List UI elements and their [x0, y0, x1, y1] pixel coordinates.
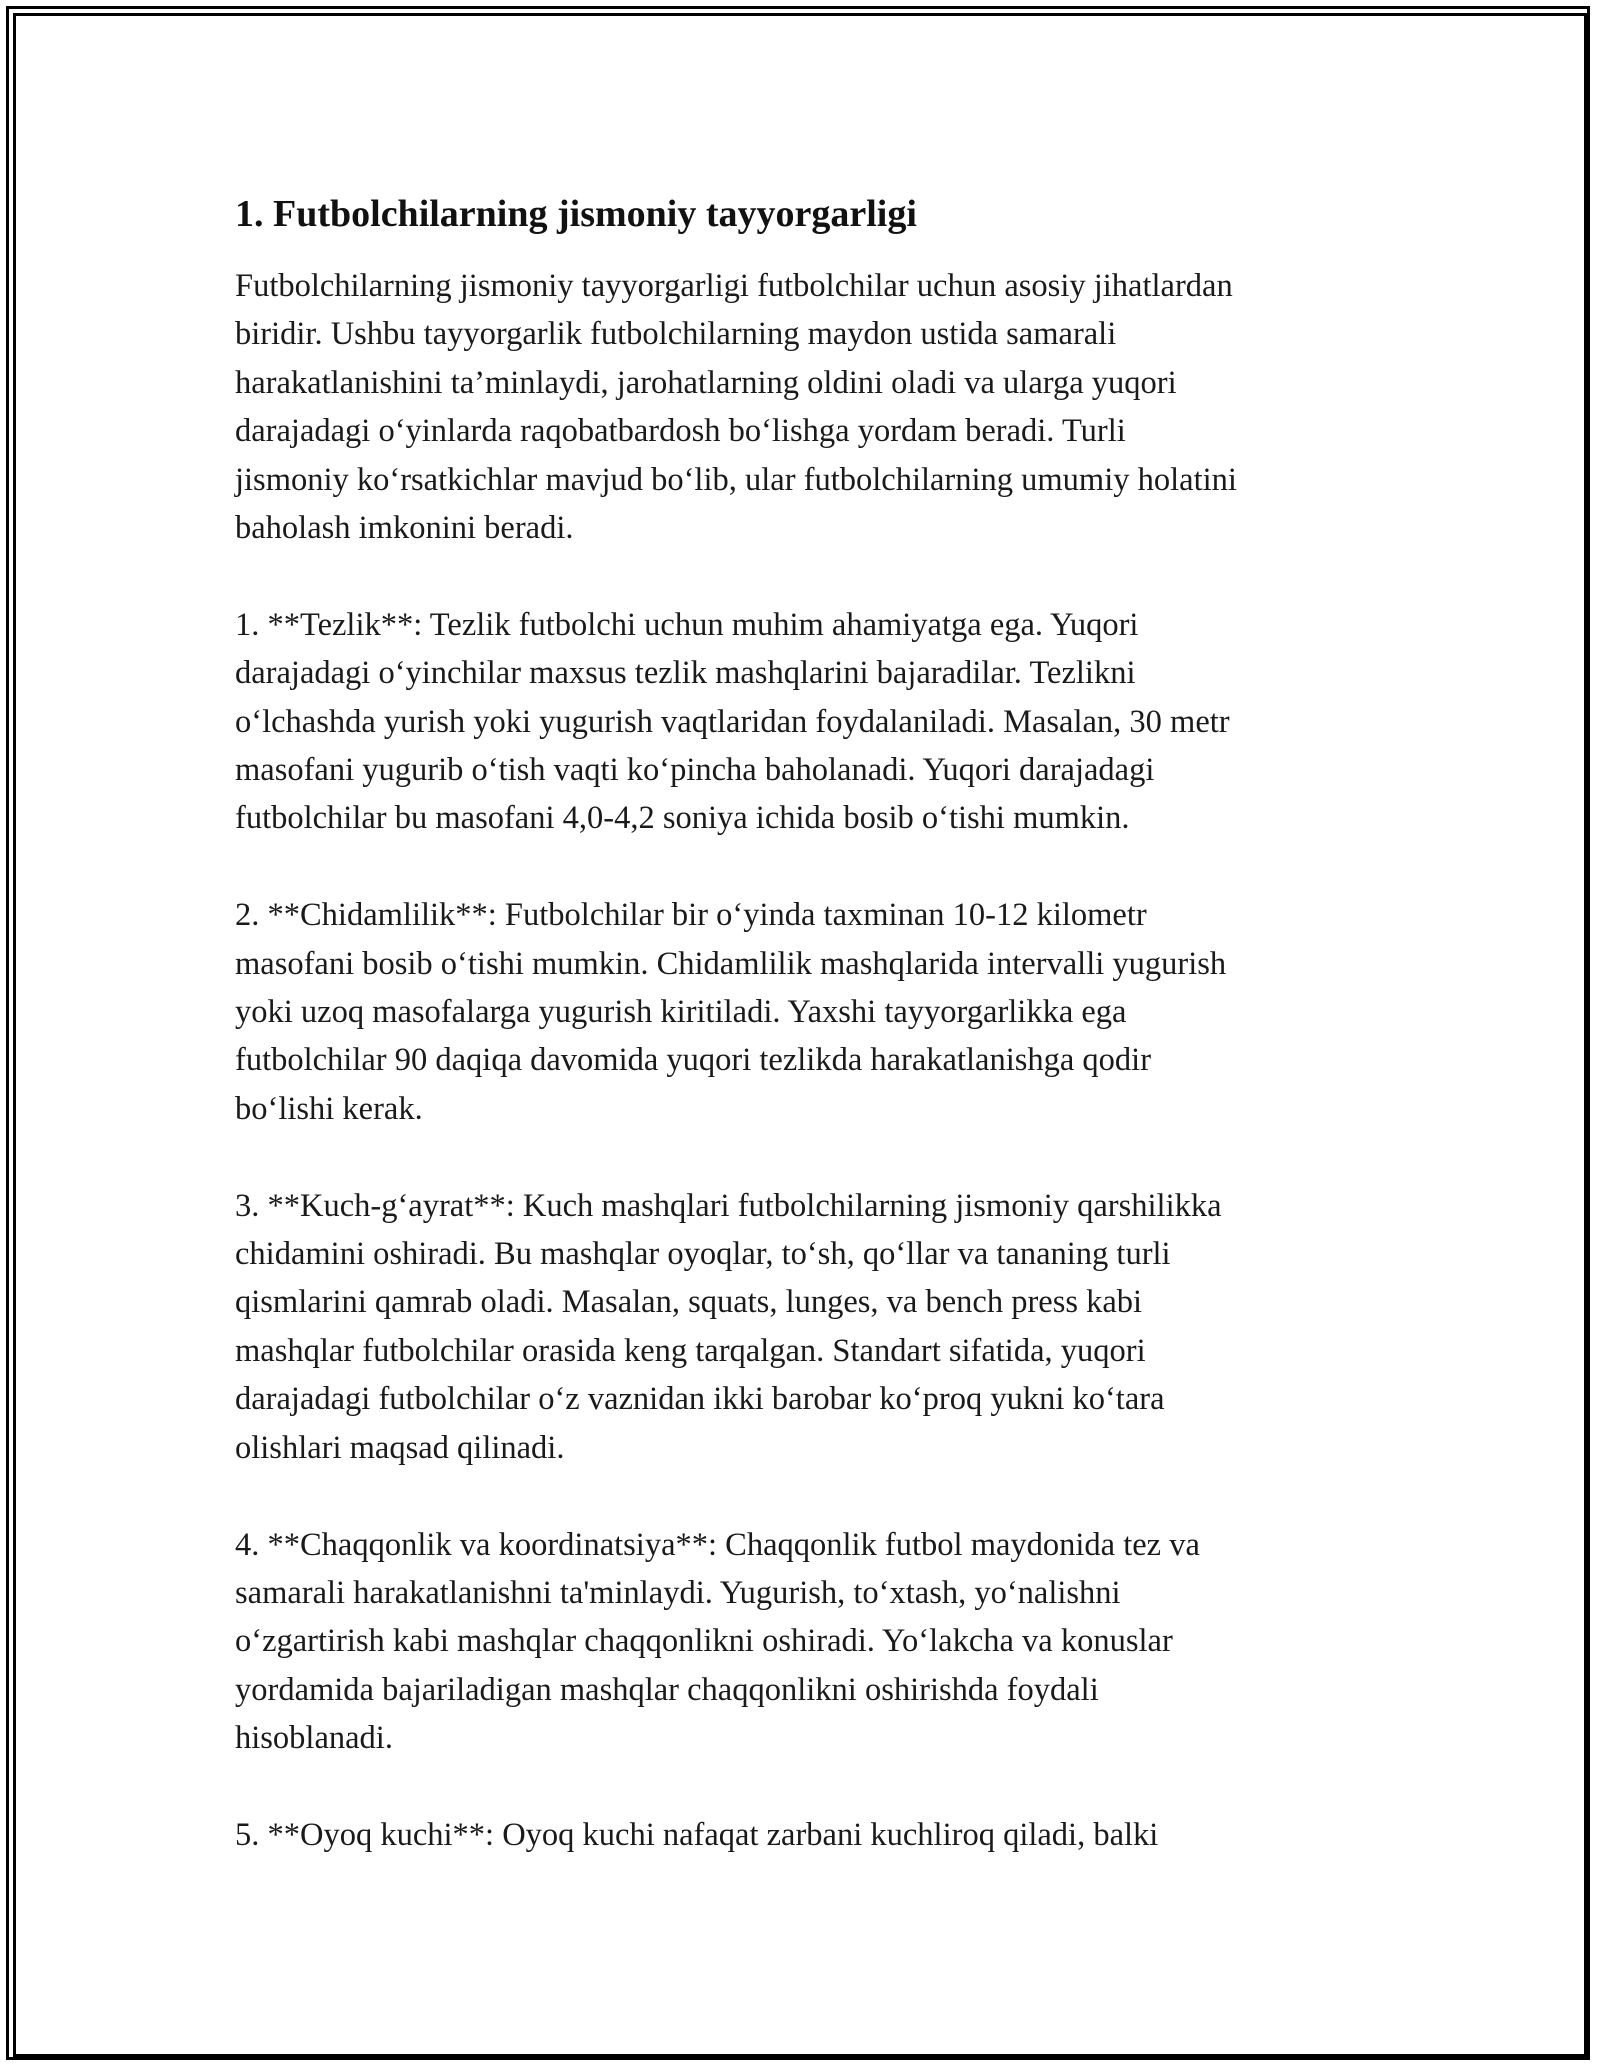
text-line: jismoniy ko‘rsatkichlar mavjud bo‘lib, ular futbolchilarning umumiy holatini — [235, 461, 1237, 498]
text-line: chidamini oshiradi. Bu mashqlar oyoqlar, to‘sh, qo‘llar va tananing turli — [235, 1236, 1171, 1273]
speed-paragraph — [235, 601, 1405, 843]
text-line: darajadagi o‘yinlarda raqobatbardosh bo‘lishga yordam beradi. Turli — [235, 413, 1126, 450]
text-line: darajadagi o‘yinchilar maxsus tezlik mashqlarini bajaradilar. Tezlikni — [235, 655, 1136, 692]
text-line: bo‘lishi kerak. — [235, 1090, 423, 1127]
text-line: samarali harakatlanishni ta'minlaydi. Yugurish, to‘xtash, yo‘nalishni — [235, 1574, 1121, 1611]
text-line: harakatlanishini ta’minlaydi, jarohatlarning oldini oladi va ularga yuqori — [235, 364, 1177, 401]
intro-paragraph — [235, 262, 1405, 552]
text-line: yoki uzoq masofalarga yugurish kiritiladi. Yaxshi tayyorgarlikka ega — [235, 994, 1127, 1031]
text-line: darajadagi futbolchilar o‘z vaznidan ikki barobar ko‘proq yukni ko‘tara — [235, 1381, 1165, 1418]
agility-paragraph — [235, 1521, 1405, 1763]
text-line: 3. **Kuch-g‘ayrat**: Kuch mashqlari futbolchilarning jismoniy qarshilikka — [235, 1187, 1222, 1224]
text-line: biridir. Ushbu tayyorgarlik futbolchilarning maydon ustida samarali — [235, 316, 1117, 353]
text-line: futbolchilar 90 daqiqa davomida yuqori tezlikda harakatlanishga qodir — [235, 1042, 1152, 1079]
text-line: futbolchilar bu masofani 4,0-4,2 soniya ichida bosib o‘tishi mumkin. — [235, 800, 1130, 837]
text-line: o‘zgartirish kabi mashqlar chaqqonlikni oshiradi. Yo‘lakcha va konuslar — [235, 1623, 1173, 1660]
text-line: 5. **Oyoq kuchi**: Oyoq kuchi nafaqat zarbani kuchliroq qiladi, balki — [235, 1816, 1159, 1853]
text-line: o‘lchashda yurish yoki yugurish vaqtlaridan foydalaniladi. Masalan, 30 metr — [235, 703, 1230, 740]
text-line: 2. **Chidamlilik**: Futbolchilar bir o‘yinda taxminan 10-12 kilometr — [235, 897, 1147, 934]
text-line: olishlari maqsad qilinadi. — [235, 1429, 565, 1466]
strength-paragraph — [235, 1182, 1405, 1472]
text-line: Futbolchilarning jismoniy tayyorgarligi futbolchilar uchun asosiy jihatlardan — [235, 268, 1233, 304]
text-line: masofani bosib o‘tishi mumkin. Chidamlilik mashqlarida intervalli yugurish — [235, 945, 1227, 982]
text-line: yordamida bajariladigan mashqlar chaqqonlikni oshirishda foydali — [235, 1671, 1099, 1708]
document-title: 1. Futbolchilarning jismoniy tayyorgarligi — [235, 193, 917, 235]
text-line: masofani yugurib o‘tish vaqti ko‘pincha baholanadi. Yuqori darajadagi — [235, 752, 1155, 789]
text-line: 1. **Tezlik**: Tezlik futbolchi uchun muhim ahamiyatga ega. Yuqori — [235, 606, 1139, 643]
text-line: baholash imkonini beradi. — [235, 510, 574, 547]
endurance-paragraph — [235, 891, 1405, 1133]
text-line: mashqlar futbolchilar orasida keng tarqalgan. Standart sifatida, yuqori — [235, 1332, 1146, 1369]
leg-strength-paragraph — [235, 1811, 1405, 1859]
document-body — [235, 190, 1405, 1908]
text-line: 4. **Chaqqonlik va koordinatsiya**: Chaqqonlik futbol maydonida tez va — [235, 1526, 1200, 1563]
text-line: hisoblanadi. — [235, 1720, 393, 1757]
text-line: qismlarini qamrab oladi. Masalan, squats, lunges, va bench press kabi — [235, 1284, 1143, 1321]
